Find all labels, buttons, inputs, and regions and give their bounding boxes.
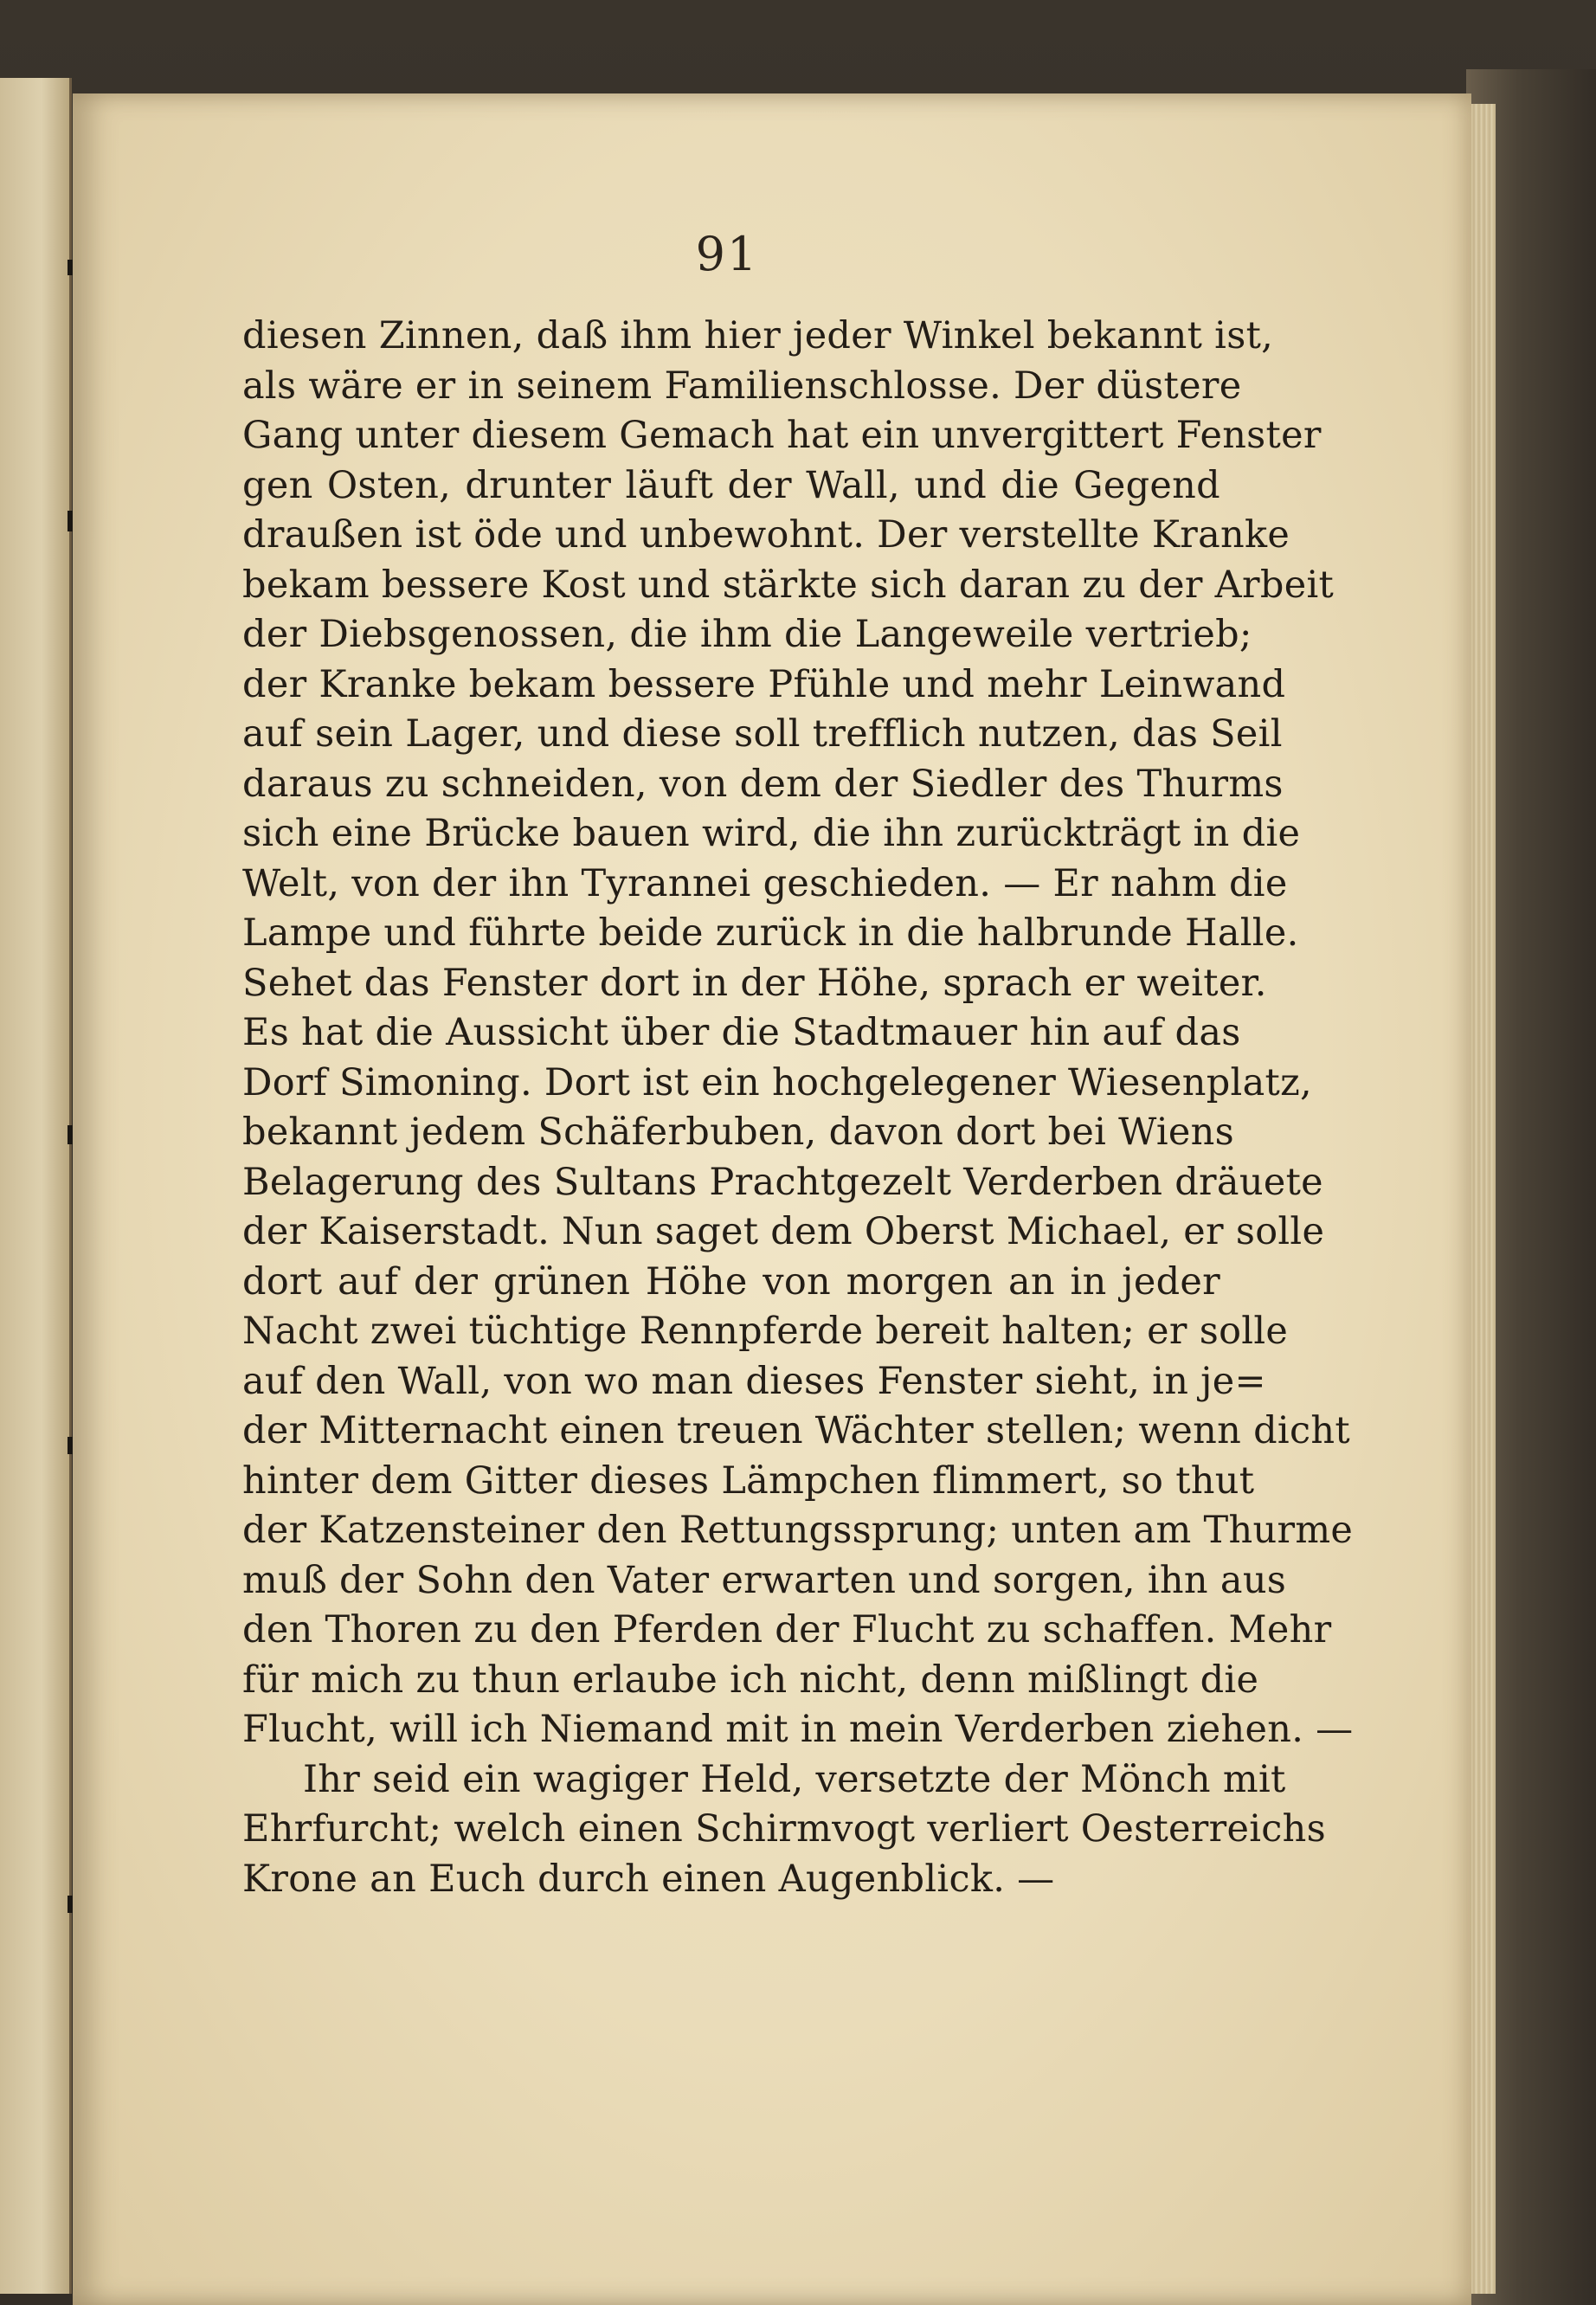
text-line: als wäre er in seinem Familienschlosse. Der düstere — [242, 364, 1242, 408]
text-line: bekam bessere Kost und stärkte sich daran zu der Arbeit — [242, 563, 1335, 607]
text-line: bekannt jedem Schäferbuben, davon dort bei Wiens — [242, 1111, 1235, 1154]
text-line: Es hat die Aussicht über die Stadtmauer hin auf das — [242, 1011, 1241, 1054]
text-line: Welt, von der ihn Tyrannei geschieden. — Er nahm die — [242, 861, 1288, 905]
text-line: Lampe und führte beide zurück in die halbrunde Halle. — [242, 911, 1299, 955]
text-line: Ihr seid ein wagiger Held, versetzte der Mönch mit — [303, 1757, 1286, 1801]
text-line: diesen Zinnen, daß ihm hier jeder Winkel bekannt ist, — [242, 314, 1274, 357]
text-line: Ehrfurcht; welch einen Schirmvogt verliert Oesterreichs — [242, 1807, 1327, 1851]
text-line: Gang unter diesem Gemach hat ein unvergittert Fenster — [242, 414, 1322, 457]
text-line: den Thoren zu den Pferden der Flucht zu schaffen. Mehr — [242, 1608, 1332, 1651]
text-line: draußen ist öde und unbewohnt. Der verstellte Kranke — [242, 513, 1290, 557]
text-line: Dorf Simoning. Dort ist ein hochgelegener Wiesenplatz, — [242, 1060, 1313, 1104]
text-line: Krone an Euch durch einen Augenblick. — — [242, 1857, 1055, 1901]
body-text — [242, 312, 1354, 1904]
text-line: auf den Wall, von wo man dieses Fenster sieht, in je= — [242, 1359, 1266, 1403]
text-line: gen Osten, drunter läuft der Wall, und die Gegend — [242, 463, 1220, 507]
text-line: muß der Sohn den Vater erwarten und sorgen, ihn aus — [242, 1558, 1287, 1602]
text-line: dort auf der grünen Höhe von morgen an in jeder — [242, 1259, 1220, 1304]
facing-page-edge — [0, 78, 72, 2294]
text-line: Belagerung des Sultans Prachtgezelt Verderben dräuete — [242, 1160, 1323, 1204]
text-line: hinter dem Gitter dieses Lämpchen flimmert, so thut — [242, 1458, 1255, 1503]
text-line: für mich zu thun erlaube ich nicht, denn mißlingt die — [242, 1658, 1259, 1702]
text-line: der Kaiserstadt. Nun saget dem Oberst Michael, er solle — [242, 1210, 1325, 1253]
text-line: der Mitternacht einen treuen Wächter stellen; wenn dicht — [242, 1409, 1350, 1452]
page-stack-edges — [1471, 104, 1496, 2294]
text-line: Flucht, will ich Niemand mit in mein Verderben ziehen. — — [242, 1708, 1354, 1751]
text-line: daraus zu schneiden, von dem der Siedler des Thurms — [242, 762, 1284, 806]
text-line: sich eine Brücke bauen wird, die ihn zurückträgt in die — [242, 812, 1301, 855]
text-line: Sehet das Fenster dort in der Höhe, sprach er weiter. — [242, 961, 1267, 1005]
text-line: der Kranke bekam bessere Pfühle und mehr Leinwand — [242, 662, 1286, 706]
text-line: der Katzensteiner den Rettungssprung; unten am Thurme — [242, 1509, 1354, 1552]
text-line: Nacht zwei tüchtige Rennpferde bereit halten; er solle — [242, 1310, 1289, 1353]
text-line: der Diebsgenossen, die ihm die Langeweile vertrieb; — [242, 613, 1252, 656]
text-line: auf sein Lager, und diese soll trefflich nutzen, das Seil — [242, 712, 1283, 756]
page-number: 91 — [695, 227, 759, 281]
